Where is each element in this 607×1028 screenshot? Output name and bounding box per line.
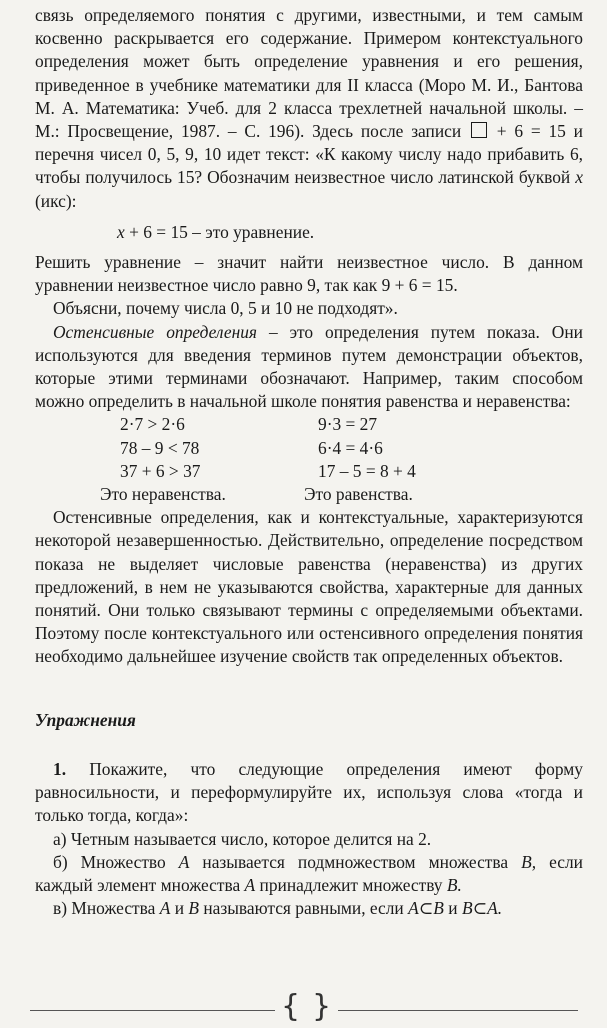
term-ostensive-definitions: Остенсивные определения <box>53 321 258 342</box>
comparison-examples <box>100 413 583 506</box>
exercise-item-a: а) Четным называется число, которое делится на 2. <box>53 828 432 849</box>
set-a: A <box>159 898 171 919</box>
paragraph-text: – это определения путем показа. Они используются для введения терминов путем демонстрации объектов, которые этими терминами обозначают. Например, таким способом можно определить в начальной школе понятия равенства и неравенства: <box>35 321 583 412</box>
set-a: A <box>244 874 256 895</box>
inequality-example: 2·7 > 2·6 <box>120 414 185 435</box>
equality-example: 6·4 = 4·6 <box>318 437 383 458</box>
item-text: б) Множество <box>53 851 166 872</box>
exercise-1 <box>35 758 583 828</box>
footer-rule-left <box>30 1010 275 1011</box>
variable-x: x <box>575 167 583 188</box>
inequality-example: 78 – 9 < 78 <box>120 437 200 458</box>
exercise-number: 1. <box>53 758 67 779</box>
equalities-caption: Это равенства. <box>304 484 413 505</box>
exercises-heading: Упражнения <box>35 709 136 730</box>
paragraph-text: (икс): <box>35 190 77 211</box>
paragraph-ostensive <box>35 321 583 414</box>
page-text <box>35 4 583 920</box>
exercise-item-b <box>35 851 583 897</box>
paragraph-explain: Объясни, почему числа 0, 5 и 10 не подходят». <box>53 298 398 319</box>
paragraph-text: + 6 = 15 и перечня чисел 0, 5, 9, 10 идет текст: «К какому числу надо прибавить 6, чтобы получилось 15? Обозначим неизвестное число латинской буквой <box>35 121 583 188</box>
footer-brace-right: } <box>312 989 332 1024</box>
inequalities-caption: Это неравенства. <box>100 484 226 505</box>
exercise-item-v <box>35 897 583 920</box>
footer-rule-right <box>338 1010 578 1011</box>
set-b: B. <box>446 874 462 895</box>
variable-x: x <box>117 221 125 242</box>
paragraph-solve-equation: Решить уравнение – значит найти неизвестное число. В данном уравнении неизвестное число равно 9, так как 9 + 6 = 15. <box>35 252 583 296</box>
inequality-example: 37 + 6 > 37 <box>120 460 201 481</box>
subset-condition: B⊂A. <box>461 898 503 919</box>
equation-text: + 6 = 15 – это уравнение. <box>129 221 315 242</box>
equation-line <box>117 221 583 244</box>
equality-example: 17 – 5 = 8 + 4 <box>318 460 416 481</box>
item-text: называется подмножеством множества <box>202 851 509 872</box>
item-text: и <box>174 898 184 919</box>
empty-box-symbol <box>471 122 487 138</box>
item-text: в) Множества <box>53 898 156 919</box>
item-text: если каждый элемент множества <box>35 851 583 895</box>
paragraph-incompleteness: Остенсивные определения, как и контекстуальные, характеризуются некоторой незавершенностью. Действительно, определение посредством показа не выделяет числовые равенства (неравенства) из других предложений, в нем не указываются свойства, характерные для данных понятий. Они только связывают термины с определяемыми объектами. Поэтому после контекстуального или остенсивного определения понятия необходимо дальнейшее изучение свойств так определенных объектов. <box>35 507 583 667</box>
equality-example: 9·3 = 27 <box>318 414 378 435</box>
set-b: B <box>188 898 199 919</box>
paragraph-contextual-example <box>35 4 583 213</box>
footer-brace-left: { <box>281 989 301 1024</box>
item-text: и <box>448 898 458 919</box>
item-text: принадлежит множеству <box>259 874 443 895</box>
exercise-text: Покажите, что следующие определения имеют форму равносильности, и переформулируйте их, используя слова «тогда и только тогда, когда»: <box>35 758 583 826</box>
item-text: называются равными, если <box>203 898 404 919</box>
set-a: A <box>178 851 190 872</box>
paragraph-text: связь определяемого понятия с другими, известными, и тем самым косвенно раскрывается его содержание. Примером контекстуального определения может быть определение уравнения и его решения, приведенное в учебнике математики для II класса (Моро М. И., Бантова М. А. Математика: Учеб. для 2 класса трехлетней начальной школы. – М.: Просвещение, 1987. – С. 196). Здесь после записи <box>35 5 583 142</box>
subset-condition: A⊂B <box>408 898 444 919</box>
set-b: B, <box>521 851 537 872</box>
